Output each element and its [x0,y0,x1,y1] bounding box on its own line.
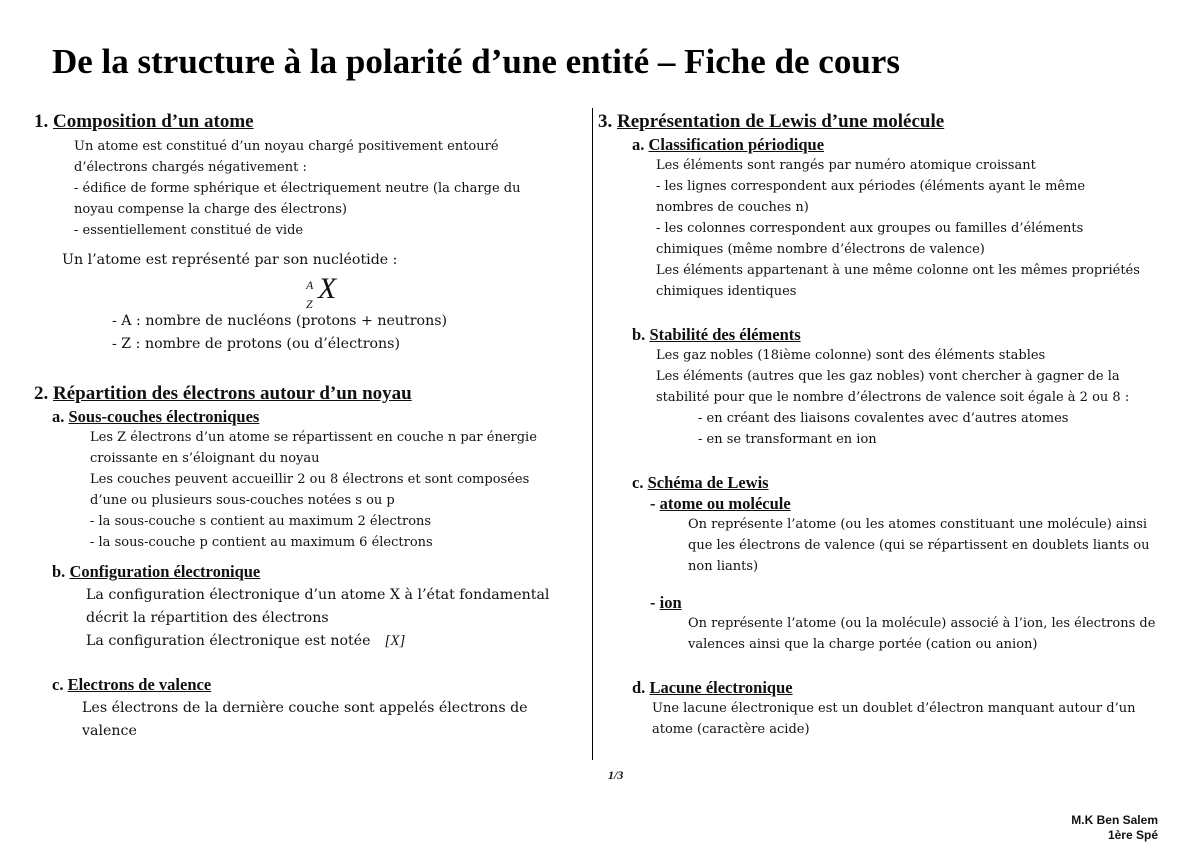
subsection-label: a. [632,135,645,154]
text-line: valence [82,723,137,739]
subsection-3a-title: Classification périodique [648,135,825,154]
section-3-number: 3. [598,111,613,132]
subsection-2b-title: Configuration électronique [69,562,261,581]
nuclide-notation [302,272,579,316]
text-line: atome (caractère acide) [652,722,810,737]
lewis-ion-heading [650,592,1188,613]
text-line: que les électrons de valence (qui se répartissent en doublets liants ou [688,538,1150,553]
subsection-2a-heading [52,406,579,427]
configuration-symbol: [X] [384,633,406,649]
subsection-3d-title: Lacune électronique [649,678,793,697]
subsection-3a-text [656,155,1188,302]
class-level: 1ère Spé [1107,828,1158,842]
subsection-3b-heading [632,324,1188,345]
subsection-2a-text [90,427,579,553]
subsection-label: c. [632,473,644,492]
text-line: - les colonnes correspondent aux groupes ou familles d’éléments [656,221,1084,236]
subsection-label: b. [632,325,646,344]
text-line: valences ainsi que la charge portée (cation ou anion) [688,637,1038,652]
text-line: - essentiellement constitué de vide [74,223,304,238]
nucleotide-intro: Un l’atome est représenté par son nucléotide : [62,252,398,268]
right-column [598,110,1188,740]
definition-line: - A : nombre de nucléons (protons + neutrons) [112,313,448,329]
lewis-atom-heading [650,493,1188,514]
subsection-label: b. [52,562,66,581]
text-line: d’électrons chargés négativement : [74,160,307,175]
text-line: d’une ou plusieurs sous-couches notées s ou p [90,493,395,508]
subsection-2b-text [86,584,579,653]
bullet-dash: - [650,494,656,513]
subsection-3d-text [652,698,1188,740]
subsection-3b-title: Stabilité des éléments [649,325,801,344]
notation-text: La configuration électronique est notée [86,633,371,649]
subsection-2a-title: Sous-couches électroniques [68,407,260,426]
text-line: - édifice de forme sphérique et électriquement neutre (la charge du [74,181,521,196]
text-line: nombres de couches n) [656,200,809,215]
lewis-atom-title: atome ou molécule [659,494,791,513]
section-3-heading [598,110,1188,134]
subsection-2c-heading [52,674,579,695]
bullet-dash: - [650,593,656,612]
element-symbol: X [318,272,337,305]
text-line: Les éléments appartenant à une même colonne ont les mêmes propriétés [656,263,1140,278]
page-number: 1/3 [608,768,624,782]
subsection-2c-text [82,697,579,743]
definition-line: - Z : nombre de protons (ou d’électrons) [112,336,400,352]
text-line: Les éléments sont rangés par numéro atomique croissant [656,158,1036,173]
atomic-number-symbol: Z [306,297,313,311]
text-line: On représente l’atome (ou les atomes constituant une molécule) ainsi [688,517,1148,532]
subsection-3c-title: Schéma de Lewis [647,473,769,492]
text-line: Un atome est constitué d’un noyau chargé positivement entouré [74,139,499,154]
subsection-2c-title: Electrons de valence [67,675,212,694]
text-line: décrit la répartition des électrons [86,610,329,626]
text-line: Les gaz nobles (18ième colonne) sont des éléments stables [656,348,1046,363]
left-column [34,110,579,743]
section-1-number: 1. [34,111,49,132]
mass-number-symbol: A [306,278,314,292]
text-line: Une lacune électronique est un doublet d’électron manquant autour d’un [652,701,1136,716]
text-line: noyau compense la charge des électrons) [74,202,347,217]
section-1-text [74,136,579,241]
text-line: On représente l’atome (ou la molécule) associé à l’ion, les électrons de [688,616,1156,631]
text-line: Les électrons de la dernière couche sont appelés électrons de [82,700,528,716]
text-line: Les couches peuvent accueillir 2 ou 8 électrons et sont composées [90,472,530,487]
subsection-3b-text [656,345,1188,450]
text-line: croissante en s’éloignant du noyau [90,451,320,466]
text-line: - la sous-couche s contient au maximum 2 électrons [90,514,432,529]
section-2-heading [34,382,579,406]
text-line: Les éléments (autres que les gaz nobles) vont chercher à gagner de la [656,369,1120,384]
section-3-title: Représentation de Lewis d’une molécule [617,111,945,132]
nuclide-definitions [112,310,579,356]
text-line: - en créant des liaisons covalentes avec d’autres atomes [698,411,1069,426]
section-1-title: Composition d’un atome [53,111,254,132]
subsection-3d-heading [632,677,1188,698]
notation-line [86,630,579,653]
text-line: Les Z électrons d’un atome se répartissent en couche n par énergie [90,430,537,445]
lewis-ion-title: ion [659,593,682,612]
lewis-ion-text [688,613,1188,655]
lewis-atom-text [688,514,1188,577]
subsection-label: a. [52,407,65,426]
subsection-3c-heading [632,472,1188,493]
subsection-2b-heading [52,561,579,582]
text-line: - la sous-couche p contient au maximum 6 électrons [90,535,433,550]
text-line: - les lignes correspondent aux périodes (éléments ayant le même [656,179,1086,194]
column-divider [592,108,593,760]
text-line: - en se transformant en ion [698,432,877,447]
text-line: chimiques identiques [656,284,797,299]
subsection-label: c. [52,675,64,694]
subsection-label: d. [632,678,646,697]
author-name: M.K Ben Salem [1071,813,1158,827]
subsection-3a-heading [632,134,1188,155]
text-line: stabilité pour que le nombre d’électrons de valence soit égale à 2 ou 8 : [656,390,1130,405]
text-line: chimiques (même nombre d’électrons de valence) [656,242,985,257]
section-2-title: Répartition des électrons autour d’un noyau [53,383,412,404]
text-line: non liants) [688,559,759,574]
page-title: De la structure à la polarité d’une entité – Fiche de cours [52,42,900,81]
section-1-heading [34,110,579,134]
section-2-number: 2. [34,383,49,404]
text-line: La configuration électronique d’un atome X à l’état fondamental [86,587,550,603]
author-block [1071,813,1158,843]
